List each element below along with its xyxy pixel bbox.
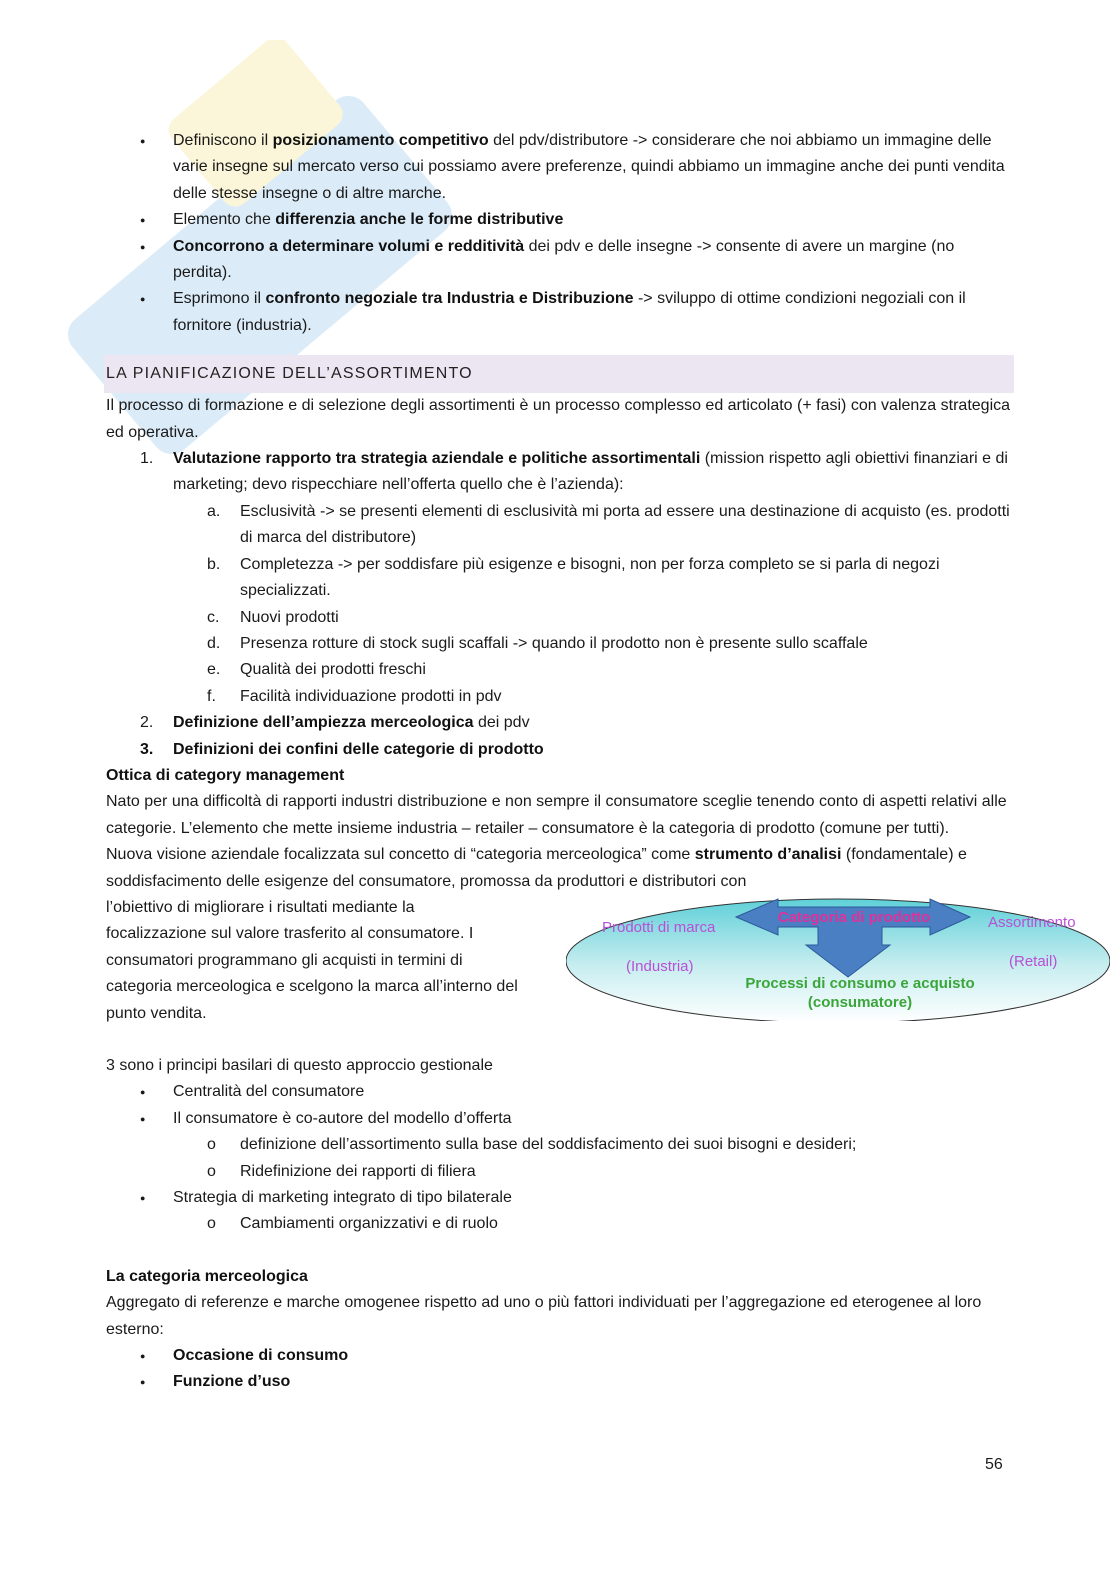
diagram-center-label: Categoria di prodotto [777,908,931,926]
sub-list-item: o definizione dell’assortimento sulla base del soddisfacimento dei suoi bisogni e desideri; [106,1132,1012,1158]
category-list [106,1343,1012,1396]
float-line: l’obiettivo di migliorare i risultati mediante la [106,898,415,916]
float-line: categoria merceologica e scelgono la marca all’interno del [106,978,518,996]
spacer [106,1027,1012,1053]
sub-list-item: o Cambiamenti organizzativi e di ruolo [106,1211,1012,1237]
principles-intro: 3 sono i principi basilari di questo approccio gestionale [106,1057,493,1074]
list-item: ● Definiscono il posizionamento competitivo del pdv/distributore -> considerare che noi abbiamo un immagine delle varie insegne sul mercato verso cui possiamo avere preferenze, quindi abbiamo un immagine anche dei punti vendita delle stesse insegne o di altre marche. [106,128,1012,207]
list-item: ● Esprimono il confronto negoziale tra Industria e Distribuzione -> sviluppo di ottime condizioni negoziali con il fornitore (industria). [106,286,1012,339]
list-item: ● Elemento che differenzia anche le forme distributive [106,207,1012,233]
planning-steps-cont [106,710,1012,763]
sub-steps [106,499,1012,710]
category-title: La categoria merceologica [106,1267,308,1285]
spacer [106,1238,1012,1264]
list-item: ● Funzione d’uso [106,1369,1012,1395]
diagram-right-top: Assortimento [988,913,1076,931]
sub-step-item: f. Facilità individuazione prodotti in pdv [207,687,502,705]
page-number: 56 [985,1456,1003,1473]
diagram-bottom-1: Processi di consumo e acquisto [745,974,975,992]
step-item: 1. Valutazione rapporto tra strategia aziendale e politiche assortimentali (mission rispetto agli obiettivi finanziari e di marketing; devo rispecchiare nell’offerta quello che è l’azienda): [140,450,1008,494]
float-line: focalizzazione sul valore trasferito al consumatore. I [106,925,474,943]
section-heading: LA PIANIFICAZIONE DELL’ASSORTIMENTO [104,355,1014,393]
list-item: ● Centralità del consumatore [106,1079,1012,1105]
document-page [106,128,1076,1396]
list-item: ● Il consumatore è co-autore del modello d’offerta [106,1106,1012,1132]
sub-step-item: e. Qualità dei prodotti freschi [207,661,426,679]
sub-step-item: b. Completezza -> per soddisfare più esigenze e bisogni, non per forza completo se si parla di negozi specializzati. [207,555,940,600]
sub-list-item: o Ridefinizione dei rapporti di filiera [106,1159,1012,1185]
float-line: punto vendita. [106,1004,207,1022]
diagram-left-top: Prodotti di marca [602,918,716,936]
category-management-title: Ottica di category management [106,766,345,784]
list-item: ● Strategia di marketing integrato di tipo bilaterale [106,1185,1012,1211]
sub-step-item: a. Esclusività -> se presenti elementi di esclusività mi porta ad essere una destinazione di acquisto (es. prodotti di marca del distributore) [207,502,1010,547]
diagram-right-bottom: (Retail) [1009,952,1058,970]
category-diagram [566,897,1110,1021]
planning-steps [106,446,1012,499]
step-item: 3. Definizioni dei confini delle categorie di prodotto [140,740,544,758]
diagram-left-bottom: (Industria) [626,957,694,975]
step-item: 2. Definizione dell’ampiezza merceologica dei pdv [140,714,530,732]
sub-step-item: c. Nuovi prodotti [207,608,339,626]
diagram-wrap [106,895,1076,1027]
list-item: ● Concorrono a determinare volumi e redditività dei pdv e delle insegne -> consente di avere un margine (no perdita). [106,234,1012,287]
intro-paragraph: Il processo di formazione e di selezione degli assortimenti è un processo complesso ed articolato (+ fasi) con valenza strategica ed operativa. [106,397,1011,441]
list-item: ● Occasione di consumo [106,1343,1012,1369]
float-line: consumatori programmano gli acquisti in termini di [106,951,463,969]
category-management-para1: Nato per una difficoltà di rapporti industri distribuzione e non sempre il consumatore sceglie tenendo conto di aspetti relativi alle categorie. L’elemento che mette insieme industria – retailer – consumatore è la categoria di prodotto (comune per tutti). [106,793,1007,837]
bullet-list-top [106,128,1012,339]
diagram-bottom-2: (consumatore) [807,993,913,1011]
category-text: Aggregato di referenze e marche omogenee rispetto ad uno o più fattori individuati per l’aggregazione ed eterogenee al loro esterno: [106,1294,982,1338]
sub-step-item: d. Presenza rotture di stock sugli scaffali -> quando il prodotto non è presente sullo scaffale [207,634,868,652]
category-management-para2: Nuova visione aziendale focalizzata sul concetto di “categoria merceologica” come strumento d’analisi (fondamentale) e soddisfacimento delle esigenze del consumatore, promossa da produttori e distributori con [106,846,967,890]
principles-list [106,1079,1012,1237]
